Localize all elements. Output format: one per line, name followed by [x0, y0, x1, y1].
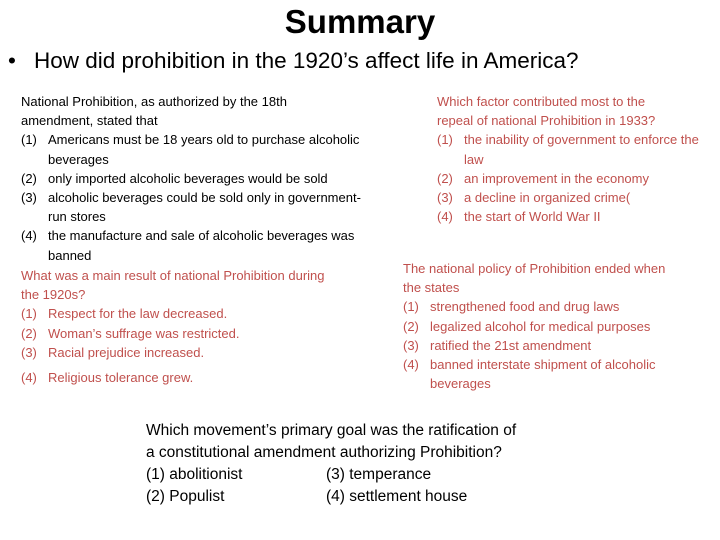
question-stem-line: National Prohibition, as authorized by the 18th: [21, 94, 287, 109]
option-number: (4): [21, 228, 37, 244]
option-text: alcoholic beverages could be sold only in government-run stores: [48, 190, 361, 225]
answer-option: (2) Populist: [146, 488, 225, 505]
option-text: banned interstate shipment of alcoholic beverages: [430, 357, 656, 392]
option-text: legalized alcohol for medical purposes: [430, 318, 651, 334]
answer-option: [403, 336, 713, 355]
answer-option: [21, 343, 371, 362]
main-question: [8, 44, 579, 78]
question-stem-line: What was a main result of national Prohibition during: [21, 268, 325, 283]
answer-option: [21, 188, 361, 226]
option-number: (1): [437, 132, 453, 148]
option-number: (3): [21, 344, 37, 360]
question-block-prohibition-result: [21, 266, 371, 387]
question-stem-line: The national policy of Prohibition ended when: [403, 261, 666, 276]
option-number: (3): [437, 190, 453, 206]
answer-option: [403, 317, 713, 336]
option-number: (4): [437, 209, 453, 225]
answer-option: [403, 355, 693, 393]
question-stem-line: amendment, stated that: [21, 113, 158, 129]
option-text: the inability of government to enforce the law: [464, 132, 699, 167]
page-title: Summary: [284, 3, 436, 40]
answer-option: [437, 169, 717, 188]
question-stem-line: the states: [403, 280, 460, 296]
answer-option: [437, 207, 717, 226]
question-block-18th-amendment: [21, 92, 361, 265]
option-number: (3): [403, 337, 419, 353]
option-number: (2): [21, 170, 37, 186]
answer-option: (1) abolitionist: [146, 466, 243, 483]
option-number: (1): [21, 306, 37, 322]
question-stem-line: Which factor contributed most to the: [437, 94, 646, 109]
answer-option: [21, 324, 371, 343]
option-text: Racial prejudice increased.: [48, 344, 205, 360]
answer-options-grid: [146, 464, 526, 508]
answer-option: [21, 226, 361, 264]
question-stem-line: a constitutional amendment authorizing Prohibition?: [146, 444, 502, 461]
answer-option: [21, 368, 371, 387]
option-text: the manufacture and sale of alcoholic beverages was banned: [48, 228, 355, 263]
answer-option: [21, 169, 361, 188]
question-stem-line: repeal of national Prohibition in 1933?: [437, 113, 656, 129]
option-number: (2): [437, 170, 453, 186]
option-number: (4): [21, 370, 37, 386]
option-text: an improvement in the economy: [464, 170, 649, 186]
question-block-movement-goal: [146, 420, 526, 508]
question-block-prohibition-ended: [403, 259, 713, 393]
option-text: strengthened food and drug laws: [430, 299, 620, 315]
answer-option: (4) settlement house: [326, 488, 468, 505]
option-text: ratified the 21st amendment: [430, 337, 592, 353]
bullet-icon: •: [8, 48, 16, 73]
option-text: Woman’s suffrage was restricted.: [48, 325, 240, 341]
option-text: only imported alcoholic beverages would be sold: [48, 170, 328, 186]
question-stem-line: the 1920s?: [21, 287, 86, 303]
option-number: (2): [21, 325, 37, 341]
answer-option: [21, 130, 361, 168]
answer-option: (3) temperance: [326, 466, 432, 483]
question-block-repeal-factor: [437, 92, 717, 226]
answer-option: [437, 188, 717, 207]
main-question-text: How did prohibition in the 1920’s affect life in America?: [34, 48, 579, 73]
answer-option: [21, 304, 371, 323]
option-text: the start of World War II: [464, 209, 601, 225]
option-number: (3): [21, 190, 37, 206]
answer-option: [403, 297, 713, 316]
answer-option: [437, 130, 717, 168]
option-text: Religious tolerance grew.: [48, 370, 194, 386]
option-text: Americans must be 18 years old to purchase alcoholic beverages: [48, 132, 360, 167]
option-number: (2): [403, 318, 419, 334]
question-stem-line: Which movement’s primary goal was the ratification of: [146, 422, 517, 439]
option-number: (1): [21, 132, 37, 148]
option-text: a decline in organized crime(: [464, 190, 631, 206]
option-number: (1): [403, 299, 419, 315]
option-number: (4): [403, 357, 419, 373]
option-text: Respect for the law decreased.: [48, 306, 228, 322]
